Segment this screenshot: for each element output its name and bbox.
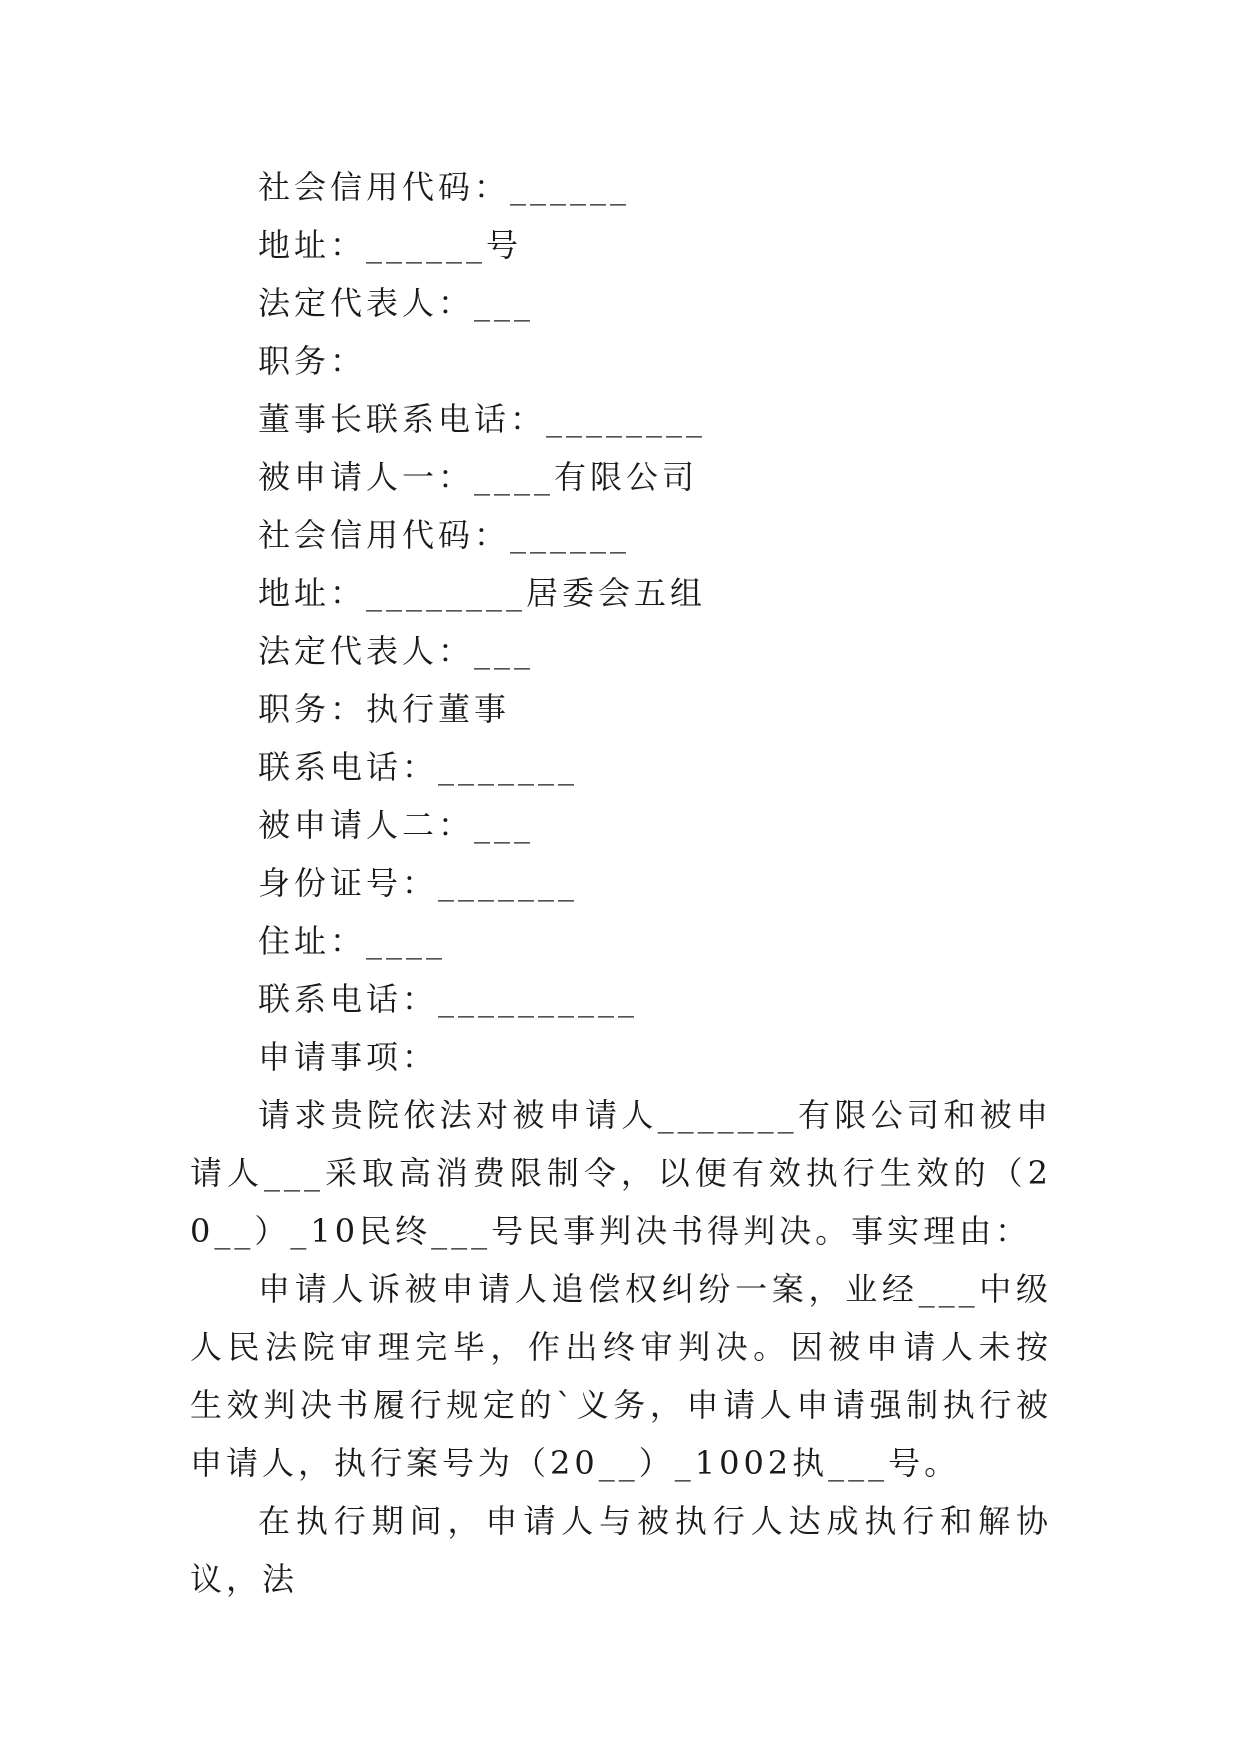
paragraph-settlement: 在执行期间，申请人与被执行人达成执行和解协议，法 (190, 1502, 1052, 1598)
section-heading-application-items: 申请事项： (258, 1038, 439, 1076)
field-respondent-two: 被申请人二：___ (258, 806, 535, 844)
field-position-applicant: 职务： (258, 342, 367, 380)
field-legal-rep-applicant: 法定代表人：___ (258, 284, 535, 322)
document-body (190, 158, 1052, 1608)
field-id-number: 身份证号：_______ (258, 864, 579, 902)
field-position-respondent: 职务：执行董事 (258, 690, 511, 728)
field-residence: 住址：____ (258, 922, 447, 960)
field-phone-respondent-one: 联系电话：_______ (258, 748, 579, 786)
field-credit-code-applicant: 社会信用代码：______ (258, 168, 631, 206)
field-chairman-phone: 董事长联系电话：________ (258, 400, 707, 438)
field-address-applicant: 地址：______号 (258, 226, 523, 264)
paragraph-request: 请求贵院依法对被申请人_______有限公司和被申请人___采取高消费限制令，以便有效执行生效的（20__）_10民终___号民事判决书得判决。事实理由： (190, 1096, 1052, 1250)
field-respondent-one: 被申请人一：____有限公司 (258, 458, 699, 496)
field-phone-respondent-two: 联系电话：__________ (258, 980, 639, 1018)
paragraph-facts: 申请人诉被申请人追偿权纠纷一案，业经___中级人民法院审理完毕，作出终审判决。因被申请人未按生效判决书履行规定的`义务，申请人申请强制执行被申请人，执行案号为（20__）_1002执___号。 (190, 1270, 1052, 1482)
field-address-respondent: 地址：________居委会五组 (258, 574, 707, 612)
field-credit-code-respondent: 社会信用代码：______ (258, 516, 631, 554)
field-legal-rep-respondent: 法定代表人：___ (258, 632, 535, 670)
